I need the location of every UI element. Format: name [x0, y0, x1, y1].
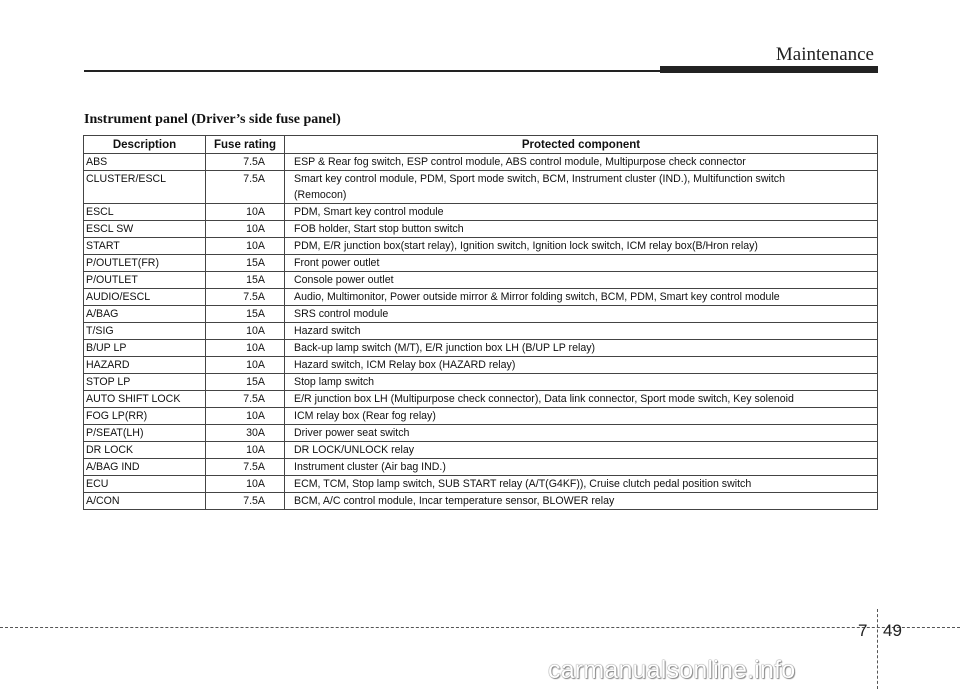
fuse-description: A/BAG	[84, 306, 206, 323]
protected-component-text: SRS control module	[294, 308, 389, 320]
fuse-description: STOP LP	[84, 374, 206, 391]
protected-component	[285, 289, 878, 306]
fuse-rating: 10A	[206, 357, 285, 374]
table-row	[84, 238, 878, 255]
page-heading: Instrument panel (Driver’s side fuse panel)	[84, 112, 341, 127]
table-row	[84, 171, 878, 204]
fuse-rating: 7.5A	[206, 171, 285, 204]
column-header-fuse-rating: Fuse rating	[206, 136, 285, 154]
table-row	[84, 493, 878, 510]
header-rule	[84, 70, 660, 72]
fuse-rating: 7.5A	[206, 154, 285, 171]
fuse-description: ESCL	[84, 204, 206, 221]
protected-component	[285, 425, 878, 442]
protected-component-text: Hazard switch, ICM Relay box (HAZARD relay)	[294, 359, 516, 371]
protected-component-text: Smart key control module, PDM, Sport mode switch, BCM, Instrument cluster (IND.), Multifunction switch	[294, 173, 785, 185]
fuse-description: CLUSTER/ESCL	[84, 171, 206, 204]
fuse-rating: 15A	[206, 272, 285, 289]
protected-component	[285, 476, 878, 493]
table-row	[84, 476, 878, 493]
protected-component	[285, 442, 878, 459]
fuse-rating: 7.5A	[206, 493, 285, 510]
fuse-description: P/OUTLET	[84, 272, 206, 289]
table-row	[84, 442, 878, 459]
fuse-rating: 30A	[206, 425, 285, 442]
fuse-description: AUTO SHIFT LOCK	[84, 391, 206, 408]
protected-component-text: FOB holder, Start stop button switch	[294, 223, 464, 235]
protected-component-text: Audio, Multimonitor, Power outside mirror & Mirror folding switch, BCM, PDM, Smart key control module	[294, 291, 780, 303]
table-header-row	[84, 136, 878, 154]
fuse-description: FOG LP(RR)	[84, 408, 206, 425]
fuse-rating: 10A	[206, 340, 285, 357]
fuse-description: A/BAG IND	[84, 459, 206, 476]
protected-component	[285, 374, 878, 391]
table-row	[84, 272, 878, 289]
protected-component	[285, 221, 878, 238]
protected-component-text: Stop lamp switch	[294, 376, 375, 388]
table-row	[84, 204, 878, 221]
column-header-description: Description	[84, 136, 206, 154]
protected-component-text: Front power outlet	[294, 257, 380, 269]
fuse-table-body	[84, 154, 878, 510]
fuse-description: AUDIO/ESCL	[84, 289, 206, 306]
protected-component-text: PDM, Smart key control module	[294, 206, 444, 218]
table-row	[84, 357, 878, 374]
fuse-rating: 10A	[206, 408, 285, 425]
chapter-number: 7	[858, 621, 868, 640]
protected-component	[285, 272, 878, 289]
table-row	[84, 408, 878, 425]
protected-component-text: Console power outlet	[294, 274, 394, 286]
fuse-rating: 10A	[206, 221, 285, 238]
protected-component-text: Hazard switch	[294, 325, 361, 337]
protected-component	[285, 493, 878, 510]
fuse-rating: 15A	[206, 306, 285, 323]
table-row	[84, 459, 878, 476]
footer-divider	[0, 627, 960, 628]
fuse-description: T/SIG	[84, 323, 206, 340]
protected-component	[285, 238, 878, 255]
fuse-description: DR LOCK	[84, 442, 206, 459]
protected-component	[285, 306, 878, 323]
protected-component	[285, 204, 878, 221]
protected-component-text: Instrument cluster (Air bag IND.)	[294, 461, 446, 473]
protected-component-text: Back-up lamp switch (M/T), E/R junction box LH (B/UP LP relay)	[294, 342, 596, 354]
protected-component-text-continued: (Remocon)	[294, 189, 347, 201]
fuse-description: ECU	[84, 476, 206, 493]
protected-component-text: PDM, E/R junction box(start relay), Ignition switch, Ignition lock switch, ICM relay box(B/Hron relay)	[294, 240, 758, 252]
protected-component-text: ESP & Rear fog switch, ESP control module, ABS control module, Multipurpose check connector	[294, 156, 746, 168]
column-header-protected-component: Protected component	[285, 136, 878, 154]
table-row	[84, 391, 878, 408]
fuse-description: ESCL SW	[84, 221, 206, 238]
fuse-description: P/SEAT(LH)	[84, 425, 206, 442]
protected-component	[285, 323, 878, 340]
fuse-rating: 7.5A	[206, 391, 285, 408]
fuse-rating: 7.5A	[206, 289, 285, 306]
table-row	[84, 374, 878, 391]
protected-component-text: BCM, A/C control module, Incar temperature sensor, BLOWER relay	[294, 495, 615, 507]
protected-component-text: DR LOCK/UNLOCK relay	[294, 444, 415, 456]
fuse-description: A/CON	[84, 493, 206, 510]
fuse-rating: 10A	[206, 204, 285, 221]
fuse-rating: 15A	[206, 255, 285, 272]
fuse-rating: 10A	[206, 238, 285, 255]
table-row	[84, 340, 878, 357]
protected-component	[285, 391, 878, 408]
header-rule-accent	[660, 66, 878, 73]
protected-component	[285, 357, 878, 374]
protected-component-text: ICM relay box (Rear fog relay)	[294, 410, 436, 422]
fuse-rating: 15A	[206, 374, 285, 391]
protected-component	[285, 154, 878, 171]
protected-component	[285, 408, 878, 425]
fuse-description: HAZARD	[84, 357, 206, 374]
fuse-description: ABS	[84, 154, 206, 171]
fuse-rating: 7.5A	[206, 459, 285, 476]
protected-component-text: Driver power seat switch	[294, 427, 410, 439]
section-title: Maintenance	[775, 44, 874, 65]
protected-component-text: ECM, TCM, Stop lamp switch, SUB START relay (A/T(G4KF)), Cruise clutch pedal position switch	[294, 478, 752, 490]
fuse-description: B/UP LP	[84, 340, 206, 357]
table-row	[84, 289, 878, 306]
protected-component-text: E/R junction box LH (Multipurpose check connector), Data link connector, Sport mode switch, Key solenoid	[294, 393, 794, 405]
fuse-table	[83, 135, 878, 510]
fuse-description: P/OUTLET(FR)	[84, 255, 206, 272]
footer-page-divider	[877, 609, 878, 689]
table-row	[84, 425, 878, 442]
page-number: 49	[883, 621, 902, 640]
fuse-rating: 10A	[206, 476, 285, 493]
table-row	[84, 323, 878, 340]
protected-component	[285, 340, 878, 357]
protected-component	[285, 459, 878, 476]
fuse-description: START	[84, 238, 206, 255]
fuse-rating: 10A	[206, 323, 285, 340]
watermark-text: carmanualsonline.info	[548, 656, 796, 684]
table-row	[84, 154, 878, 171]
table-row	[84, 306, 878, 323]
protected-component	[285, 171, 878, 204]
table-row	[84, 221, 878, 238]
protected-component	[285, 255, 878, 272]
table-row	[84, 255, 878, 272]
fuse-rating: 10A	[206, 442, 285, 459]
